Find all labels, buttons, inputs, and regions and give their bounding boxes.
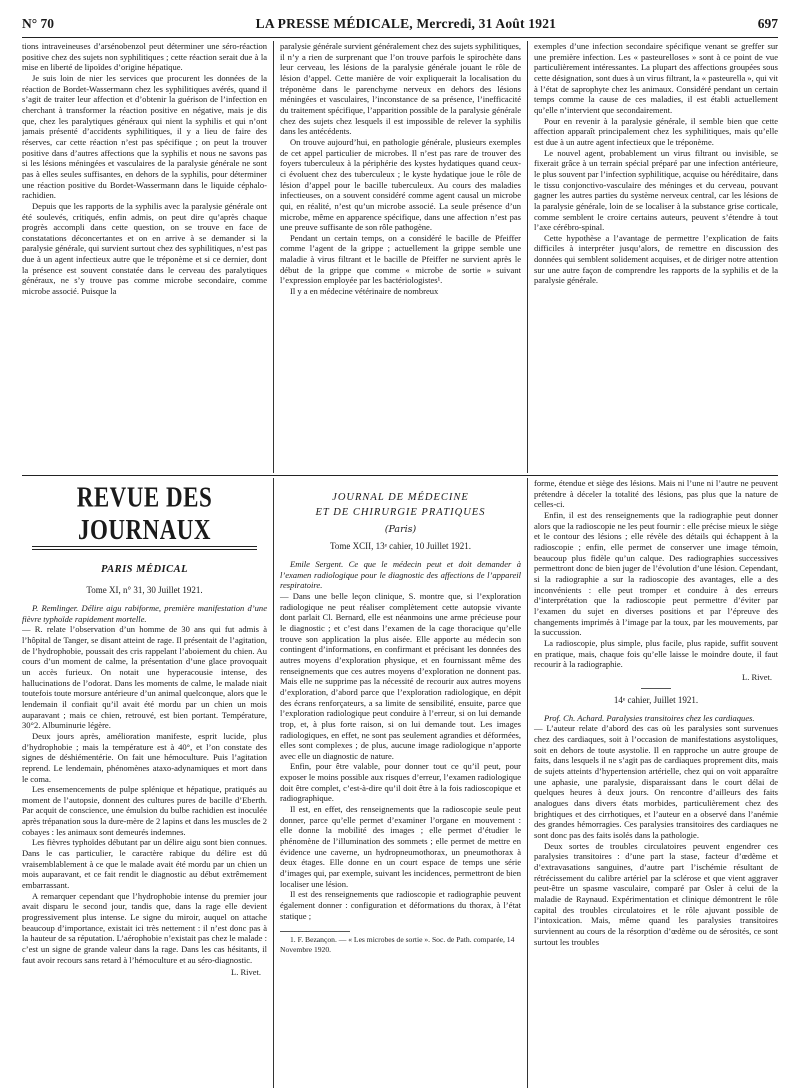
revue-column-1	[22, 478, 274, 1088]
revue-column-2	[274, 478, 528, 1088]
article-title: Emile Sergent. Ce que le médecin peut et doit demander à l’examen radiologique pour le diagnostic des affections de l’appareil respiratoire.	[280, 559, 521, 591]
paragraph: Les fièvres typhoïdes débutant par un délire aigu sont bien connues. Dans le cas particulier, le caractère rabique du délire est dû vraisemblablement à ce que le malade avait été mordu par un chien un mois auparavant, et ce fait rendit le diagnostic au début extrêmement embarrassant.	[22, 837, 267, 891]
author-signature: L. Rivet.	[231, 967, 261, 978]
paragraph: Il est des renseignements que radioscopie et radiographie peuvent également donner : configuration et déformations du thorax, à l’état statique ;	[280, 889, 521, 921]
paragraph: Le nouvel agent, probablement un virus filtrant ou invisible, se fixerait grâce à un terrain spécial préparé par une infection antérieure, le plus souvent par l’infection syphilitique, acquise ou héréditaire, dans le tissu conjonctivo-vasculaire des méninges et du cerveau, pouvant gagner les autres parties du système nerveux central, car les lésions de la paralysie générale, loin de se localiser à la substance grise corticale, comme semblent le croire certains auteurs, peuvent s’étendre à tout l’axe cérébro-spinal.	[534, 147, 778, 233]
journal-title	[280, 490, 521, 520]
article-continuation	[22, 41, 778, 473]
top-column-2	[274, 41, 528, 473]
paragraph: exemples d’une infection secondaire spécifique venant se greffer sur une première infection. Les « pasteurelloses » sont à ce point de vue particulièrement intéressantes. La plupart des affections groupées sous cette désignation, sont dues à un virus filtrant, la « pasteurella », qui vit à l’état de saprophyte chez les animaux. Considéré pendant un certain temps comme la cause de ces maladies, il est établi actuellement qu’elle n’intervient que secondairement.	[534, 41, 778, 115]
journal-title-line: ET DE CHIRURGIE PRATIQUES	[315, 507, 486, 518]
heading-rule	[32, 546, 257, 550]
author-signature: L. Rivet.	[742, 671, 772, 682]
paragraph: Enfin, pour être valable, pour donner tout ce qu’il peut, pour exposer le moins possible aux risques d’erreur, l’examen radiologique doit être complet, c’est-à-dire qu’il doit être à la fois radioscopique et radiographique.	[280, 761, 521, 804]
paragraph: A remarquer cependant que l’hydrophobie intense du premier jour avait disparu le second jour, tandis que, dans la rage elle devient progressivement plus intense. Le signe du miroir, auquel on attache beaucoup d’importance, existait ici très nettement : il n’est donc pas à la hauteur de sa réputation. L’aérophobie n’existait pas chez le malade : c’est un signe de grande valeur dans la rage. Dans les cas hésitants, il faut avoir recours sans retard à l’hémoculture et au séro-diagnostic.	[22, 890, 267, 965]
page-number: 697	[757, 16, 778, 31]
paragraph: Enfin, il est des renseignements que la radiographie peut donner alors que la radioscopie ne les peut fournir : elle précise mieux le siège et le contour des lésions ; elle révèle des détails qui échappent à la radioscopie ; enfin, elle permet de conserver une image témoin, beaucoup plus fidèle qu’un calque. Des radiographies successives permettront donc de bien juger de l’évolution d’une lésion. Cependant, si la radiographie a sur la radioscopie des avantages, elle a des inconvénients : elle peut tromper et conduire à des erreurs d’interprétation que la radioscopie peut permettre d’éviter par l’examen du sujet en diverses positions et par l’épreuve des changements imprimés à l’image par la toux, par les mouvements, par la succussion.	[534, 509, 778, 638]
section-divider	[22, 475, 778, 476]
journal-title-line: JOURNAL DE MÉDECINE	[332, 492, 469, 503]
footnote-rule	[280, 931, 350, 932]
paragraph: Il est, en effet, des renseignements que la radioscopie seule peut donner, parce qu’elle permet d’examiner l’organe en mouvement : elle donne la mobilité des images ; elle permet d’étudier le phénomène de l’illumination des sommets ; elle permet de mettre en évidence une caverne, un hydropneumothorax, un pneumothorax à deux étages. Elle donne en un court espace de temps une série d’images qui, par exemple, suivant les incidences, permettront de bien localiser une lésion.	[280, 804, 521, 889]
paragraph: Les ensemencements de pulpe splénique et hépatique, pratiqués au moment de l’autopsie, donnent des cultures pures de bacille d’Eberth. Par acquit de conscience, une émulsion du bulbe rachidien est inoculée après trépanation sous la dure-mère de 2 lapins et dans les muscles de 2 cobayes : les animaux sont demeurés indemnes.	[22, 784, 267, 837]
revue-des-journaux-section	[22, 478, 778, 1088]
paragraph: Pour en revenir à la paralysie générale, il semble bien que cette affection apparaît principalement chez les syphilitiques, mais qu’elle est due à un autre agent infectieux que le tréponème.	[534, 115, 778, 147]
journal-issue: Tome XCII, 13ᵉ cahier, 10 Juillet 1921.	[329, 541, 472, 551]
journal-place: (Paris)	[384, 524, 417, 535]
journal-title: PARIS MÉDICAL	[100, 564, 189, 575]
article-title: Prof. Ch. Achard. Paralysies transitoires chez les cardiaques.	[544, 712, 755, 723]
revue-column-3	[528, 478, 778, 1088]
paragraph: Deux sortes de troubles circulatoires peuvent engendrer ces paralysies transitoires : d’une part la stase, facteur d’œdème et d’extravasations sanguines, d’autre part l’ischémie résultant de rétrécissement du calibre artériel par la sclérose et que vient aggraver peut-être un spasme vasculaire, comparé par Osler à celui de la maladie de Raynaud. Expérimentation et clinique démontrent le rôle capital des troubles circulatoires et le rôle ajuvant possible de l’intoxication. Mais, même quand les paralysies transitoires surviennent au cours de la résorption d’œdème ou de sérosités, ce sont surtout les troubles	[534, 840, 778, 947]
paragraph: On trouve aujourd’hui, en pathologie générale, plusieurs exemples de cet appel particulier de microbes. Il n’est pas rare de trouver des foyers tuberculeux à la périphérie des kystes hydatiques quand ceux-ci évoluent chez des tuberculeux ; le kyste hydatique joue le rôle de lésion d’appel pour le bacille tuberculeux. Au cours des maladies infectieuses, on a souvent considéré comme agent causal un microbe qui, en réalité, n’est qu’un microbe associé. La seule présence d’un microbe, même en apparence spécifique, dans une affection n’est pas une preuve suffisante de son rôle pathogène.	[280, 136, 521, 233]
top-column-1	[22, 41, 274, 473]
journal-issue: 14ᵉ cahier, Juillet 1921.	[613, 694, 699, 705]
paragraph: — L’auteur relate d’abord des cas où les paralysies sont survenues chez des cardiaques, soit à l’occasion de manifestations asystoliques, soit en dehors de toute asystolie. Il en rapproche un autre groupe de faits, dans lesquels il ne s’agit pas de cardiaques proprement dits, mais de sujets atteints d’hypertension artérielle, chez qui on voit apparaître une aphasie, une paralysie, disparaissant dans le court délai de quelques heures à deux jours. On rencontre d’ailleurs des faits analogues dans divers états morbides, particulièrement chez des brightiques et des cirrhotiques, et l’auteur en a observé dans l’anémie des grandes hémorragies. Ces paralysies transitoires des cardiaques ne sont donc pas des faits isolés dans la pathologie.	[534, 723, 778, 841]
page-header	[22, 16, 778, 38]
journal-issue: Tome XI, n° 31, 30 Juillet 1921.	[86, 585, 203, 595]
paragraph: — Dans une belle leçon clinique, S. montre que, si l’exploration radiologique ne peut réaliser complètement cette autopsie vivante dont parlait Cl. Bernard, elle est néanmoins une arme précieuse pour le diagnostic ; et c’est dans l’examen de la cage thoracique qu’elle trouve son application la plus aisée. Elle apporte au médecin son contingent d’informations, en confirmant et précisant les données des autres moyens d’exploration physique, et en fournissant même des renseignements que ces autres moyens d’exploration ne donnent pas. Mais elle ne supprime pas la nécessité de recourir aux autres moyens d’exploration, d’abord parce que l’exploration radiologique, en dépit des écrans renforçateurs, a sa limite de sensibilité, ensuite, parce que l’exploration radiologique peut conduire à l’erreur, si on lui demande trop, et, à plus forte raison, si on lui demande tout. Les images radiologiques, en effet, ne sont pas seulement agrandies et déformées, elles sont complexes ; de plus, aucune image radiologique n’apporte avec elle un diagnostic de nature.	[280, 590, 521, 761]
paragraph: — R. relate l’observation d’un homme de 30 ans qui fut admis à l’hôpital de Tanger, se disant atteint de rage. Il présentait de l’agitation, de l’hydrophobie, poussait des cris rappelant l’aboiement du chien. Au cours d’un moment de calme, la présentation d’une glace provoquait un accès furieux. On notait une hyperacousie intense, des hallucinations de l’odorat. Dans les moments de calme, le malade niait toutefois toute morsure antérieure d’un animal quelconque, alors que le lendemain il confiait qu’il avait été mordu par un chien un mois auparavant ; mais ce chien, retrouvé, est bien portant. Température, 30°2. Albuminurie légère.	[22, 624, 267, 731]
divider	[641, 688, 671, 689]
paragraph: Cette hypothèse a l’avantage de permettre l’explication de faits difficiles à interpréter jusqu’alors, de remettre en discussion des données qui semblent solidement acquises, et de diriger notre attention sur une autre façon de comprendre les rapports de la syphilis et de la paralysie générale.	[534, 232, 778, 286]
paragraph: Depuis que les rapports de la syphilis avec la paralysie générale ont été soulevés, critiqués, enfin admis, on peut dire qu’après chaque progrès accompli dans cette question, on se trouve en face de constatations déconcertantes et on en arrive à se demander si la paralysie générale, qui survient surtout chez des syphilitiques, n’est pas due à un agent infectieux autre que le tréponème et si ce dernier, dont la présence est souvent constatée dans le cerveau des paralytiques généraux, ne s’y trouve pas comme microbe secondaire, comme microbe associé. Puisque la	[22, 200, 267, 297]
paragraph: Pendant un certain temps, on a considéré le bacille de Pfeiffer comme l’agent de la grippe ; actuellement la grippe semble une maladie à virus filtrant et le bacille de Pfeiffer ne survient après le début de la grippe que comme « microbe de sortie » suivant l’expression employée par les bactériologistes¹.	[280, 232, 521, 286]
issue-number: N° 70	[22, 16, 55, 31]
paragraph: tions intraveineuses d’arsénobenzol peut déterminer une séro-réaction positive chez des sujets non syphilitiques ; cette réaction serait due à la mise en liberté de lipoïdes d’origine hépatique.	[22, 41, 267, 73]
paragraph: Deux jours après, amélioration manifeste, esprit lucide, plus d’hydrophobie ; mais la température est à 40°, et l’on constate des signes de déshiémentérie. On fait une hémoculture. Puis l’agitation reprend. Le lendemain, phénomènes ataxo-adynamiques et mort dans le coma.	[22, 730, 267, 784]
footnote: 1. F. Bezançon. — « Les microbes de sortie ». Soc. de Path. comparée, 14 Novembre 1920.	[280, 935, 515, 954]
paragraph: Je suis loin de nier les services que procurent les données de la réaction de Bordet-Wassermann chez les syphilitiques avérés, quand il s’agit de traiter leur affection et d’obtenir la guérison de l’infection en cherchant à transformer la réaction positive en négative, mais je dis que, chez les paralytiques généraux qui nient la syphilis et qui n’ont jamais présenté d’accidents syphilitiques, il y a lieu de faire des réserves, car cette réaction n’est pas spécifique ; on peut la trouver positive dans d’autres affections que la syphilis et nous ne savons pas si les lésions méningées et vasculaires de la paralysie générale ne sont pas à elles seules suffisantes, en dehors de la syphilis, pour déterminer une réaction positive du Bordet-Wassermann dans le liquide céphalo-rachidien.	[22, 72, 267, 201]
top-column-3	[528, 41, 778, 473]
paragraph: paralysie générale survient généralement chez des sujets syphilitiques, il n’y a rien de surprenant que l’on trouve parfois le spirochète dans leur cerveau, les lésions de la paralysie générale jouant le rôle de lésion d’appel. Cette manière de voir expliquerait la localisation du tréponème dans le parenchyme nerveux en dehors des lésions méningées et vasculaires, l’inconstance de sa présence, l’inefficacité du traitement spécifique, l’apparition possible de la paralysie générale chez des sujets chez lesquels il est impossible de relever la syphilis dans les antécédents.	[280, 41, 521, 137]
article-title: P. Remlinger. Délire aigu rabiforme, première manifestation d’une fièvre typhoïde rapidement mortelle.	[22, 603, 267, 624]
paragraph: forme, étendue et siège des lésions. Mais ni l’une ni l’autre ne peuvent prétendre à déceler la totalité des lésions, pas plus que la nature de celles-ci.	[534, 478, 778, 510]
paragraph: La radioscopie, plus simple, plus facile, plus rapide, suffit souvent en pratique, mais, chaque fois qu’elle laisse le moindre doute, il faut recourir à la radiographie.	[534, 637, 778, 670]
section-heading: REVUE DES JOURNAUX	[76, 481, 213, 546]
masthead-title: LA PRESSE MÉDICALE, Mercredi, 31 Août 1921	[255, 16, 557, 31]
paragraph: Il y a en médecine vétérinaire de nombreux	[290, 286, 439, 297]
